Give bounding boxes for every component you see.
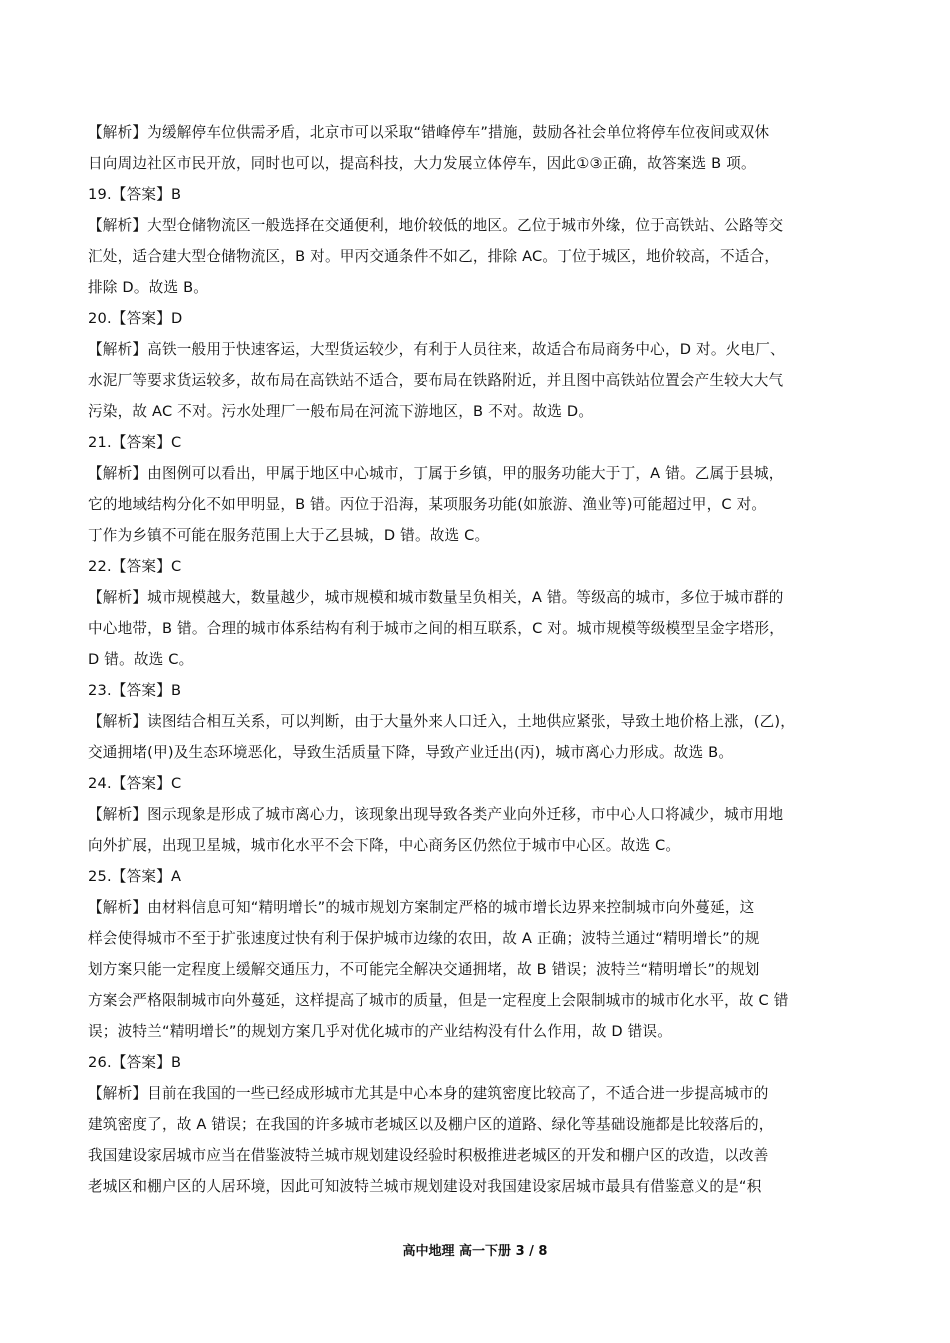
answer-line: 22.【答案】C bbox=[88, 558, 182, 575]
explanation-line: 【解析】读图结合相互关系，可以判断，由于大量外来人口迁入，土地供应紧张，导致土地价格上涨，(乙)， bbox=[88, 713, 796, 730]
answer-line: 20.【答案】D bbox=[88, 310, 183, 327]
answer-line: 21.【答案】C bbox=[88, 434, 182, 451]
explanation-line: 日向周边社区市民开放，同时也可以，提高科技，大力发展立体停车，因此①③正确，故答案选 B 项。 bbox=[88, 155, 756, 172]
explanation-line: 建筑密度了，故 A 错误；在我国的许多城市老城区以及棚户区的道路、绿化等基础设施都是比较落后的， bbox=[88, 1116, 774, 1133]
explanation-line: D 错。故选 C。 bbox=[88, 651, 194, 668]
explanation-line: 【解析】目前在我国的一些已经成形城市尤其是中心本身的建筑密度比较高了，不适合进一步提高城市的 bbox=[88, 1085, 769, 1102]
explanation-line: 划方案只能一定程度上缓解交通压力，不可能完全解决交通拥堵，故 B 错误；波特兰“精明增长”的规划 bbox=[88, 961, 760, 978]
explanation-line: 向外扩展，出现卫星城，城市化水平不会下降，中心商务区仍然位于城市中心区。故选 C。 bbox=[88, 837, 681, 854]
answer-line: 19.【答案】B bbox=[88, 186, 182, 203]
explanation-line: 【解析】城市规模越大，数量越少，城市规模和城市数量呈负相关，A 错。等级高的城市，多位于城市群的 bbox=[88, 589, 784, 606]
answer-line: 26.【答案】B bbox=[88, 1054, 182, 1071]
explanation-line: 方案会严格限制城市向外蔓延，这样提高了城市的质量，但是一定程度上会限制城市的城市化水平，故 C 错 bbox=[88, 992, 789, 1009]
explanation-line: 交通拥堵(甲)及生态环境恶化，导致生活质量下降，导致产业迁出(丙)，城市离心力形成。故选 B。 bbox=[88, 744, 734, 761]
page-footer: 高中地理 高一下册 3 / 8 bbox=[402, 1244, 548, 1259]
explanation-line: 排除 D。故选 B。 bbox=[88, 279, 209, 296]
explanation-line: 汇处，适合建大型仓储物流区，B 对。甲丙交通条件不如乙，排除 AC。丁位于城区，地价较高，不适合， bbox=[88, 248, 780, 265]
explanation-line: 它的地域结构分化不如甲明显，B 错。丙位于沿海，某项服务功能(如旅游、渔业等)可能超过甲，C 对。 bbox=[88, 496, 767, 513]
answer-line: 24.【答案】C bbox=[88, 775, 182, 792]
explanation-line: 水泥厂等要求货运较多，故布局在高铁站不适合，要布局在铁路附近，并且图中高铁站位置会产生较大大气 bbox=[88, 372, 784, 389]
explanation-line: 污染，故 AC 不对。污水处理厂一般布局在河流下游地区，B 不对。故选 D。 bbox=[88, 403, 594, 420]
explanation-line: 【解析】由图例可以看出，甲属于地区中心城市，丁属于乡镇，甲的服务功能大于丁，A 错。乙属于县城， bbox=[88, 465, 784, 482]
explanation-line: 老城区和棚户区的人居环境，因此可知波特兰城市规划建设对我国建设家居城市最具有借鉴意义的是“积 bbox=[88, 1178, 762, 1195]
explanation-line: 我国建设家居城市应当在借鉴波特兰城市规划建设经验时积极推进老城区的开发和棚户区的改造，以改善 bbox=[88, 1147, 769, 1164]
answer-text-block bbox=[88, 117, 868, 1202]
explanation-line: 样会使得城市不至于扩张速度过快有利于保护城市边缘的农田，故 A 正确；波特兰通过“精明增长”的规 bbox=[88, 930, 760, 947]
explanation-line: 【解析】图示现象是形成了城市离心力，该现象出现导致各类产业向外迁移，市中心人口将减少，城市用地 bbox=[88, 806, 784, 823]
answer-line: 23.【答案】B bbox=[88, 682, 182, 699]
explanation-line: 【解析】高铁一般用于快速客运，大型货运较少，有利于人员往来，故适合布局商务中心，D 对。火电厂、 bbox=[88, 341, 785, 358]
explanation-line: 【解析】为缓解停车位供需矛盾，北京市可以采取“错峰停车”措施，鼓励各社会单位将停车位夜间或双休 bbox=[88, 124, 770, 141]
explanation-line: 【解析】大型仓储物流区一般选择在交通便利，地价较低的地区。乙位于城市外缘，位于高铁站、公路等交 bbox=[88, 217, 784, 234]
answer-line: 25.【答案】A bbox=[88, 868, 182, 885]
explanation-line: 中心地带，B 错。合理的城市体系结构有利于城市之间的相互联系，C 对。城市规模等级模型呈金字塔形， bbox=[88, 620, 785, 637]
explanation-line: 误；波特兰“精明增长”的规划方案几乎对优化城市的产业结构没有什么作用，故 D 错误。 bbox=[88, 1023, 673, 1040]
explanation-line: 【解析】由材料信息可知“精明增长”的城市规划方案制定严格的城市增长边界来控制城市向外蔓延，这 bbox=[88, 899, 755, 916]
explanation-line: 丁作为乡镇不可能在服务范围上大于乙县城，D 错。故选 C。 bbox=[88, 527, 490, 544]
